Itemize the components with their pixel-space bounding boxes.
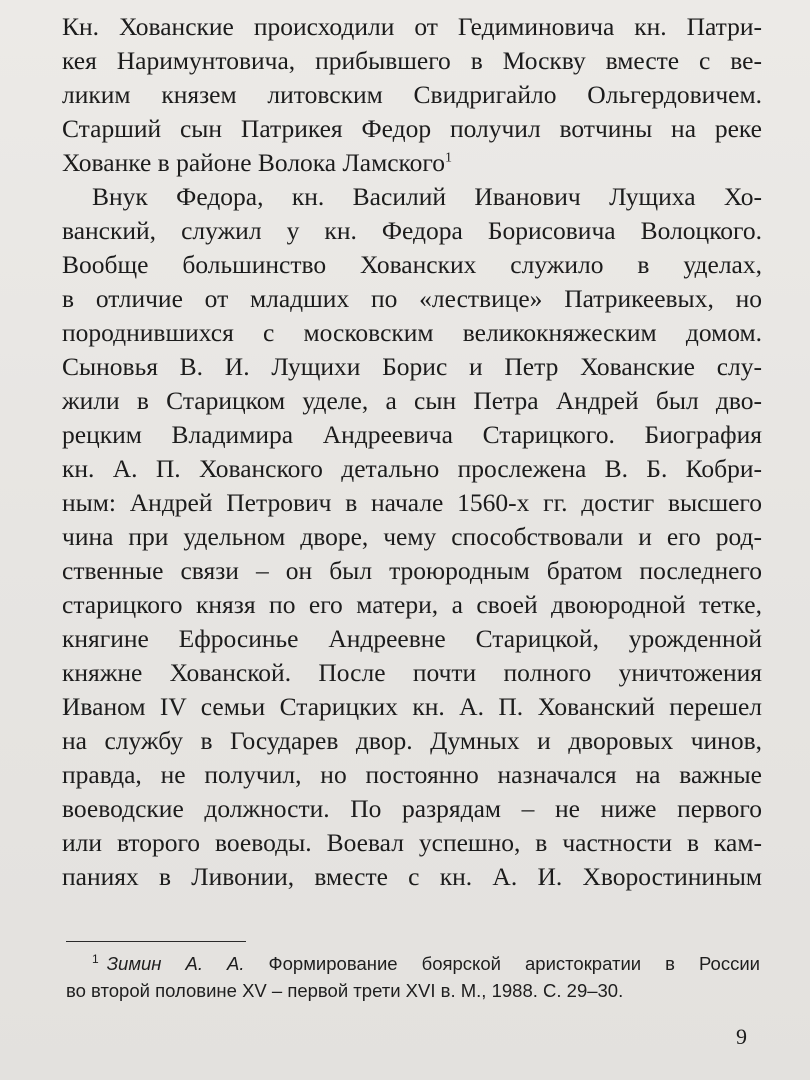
text-line	[62, 486, 762, 520]
footnote-reference: 1	[444, 150, 452, 166]
text-line	[62, 588, 762, 622]
footnote-line-2: во второй половине XV – первой трети XVI в. М., 1988. С. 29–30.	[66, 980, 624, 1001]
text-line	[62, 180, 762, 214]
text-line	[62, 792, 762, 826]
text-line-content: ликим князем литовским Свидригайло Ольгердовичем.	[62, 80, 762, 109]
text-line	[62, 78, 762, 112]
text-line	[62, 146, 762, 180]
text-line	[62, 282, 762, 316]
text-line-content: или второго воеводы. Воевал успешно, в частности в кам-	[62, 828, 762, 857]
text-line-content: Вообще большинство Хованских служило в уделах,	[62, 250, 762, 279]
text-line	[62, 554, 762, 588]
text-line	[62, 350, 762, 384]
text-line	[62, 214, 762, 248]
text-line-content: жили в Старицком уделе, а сын Петра Андрей был дво-	[62, 386, 762, 415]
text-line-content: кн. А. П. Хованского детально прослежена В. Б. Кобри-	[62, 454, 762, 483]
footnote	[66, 950, 760, 1004]
footnote-author: Зимин А. А.	[106, 953, 245, 974]
text-line	[62, 44, 762, 78]
text-line	[62, 384, 762, 418]
text-line-content: воеводские должности. По разрядам – не ниже первого	[62, 794, 762, 823]
text-line-content: на службу в Государев двор. Думных и дворовых чинов,	[62, 726, 762, 755]
body-text	[62, 10, 762, 894]
text-line	[62, 248, 762, 282]
footnote-separator	[66, 941, 246, 942]
text-line	[62, 826, 762, 860]
text-line	[62, 316, 762, 350]
page-number: 9	[736, 1024, 747, 1049]
text-line	[62, 758, 762, 792]
text-line-content: правда, не получил, но постоянно назначался на важные	[62, 760, 762, 789]
text-line-content: ным: Андрей Петрович в начале 1560-х гг. достиг высшего	[62, 488, 762, 517]
text-line-content: ванский, служил у кн. Федора Борисовича Волоцкого.	[62, 216, 762, 245]
text-line-content: Сыновья В. И. Лущихи Борис и Петр Хованские слу-	[62, 352, 762, 381]
text-line	[62, 690, 762, 724]
text-line	[62, 656, 762, 690]
text-line	[62, 10, 762, 44]
text-line-content: княгине Ефросинье Андреевне Старицкой, урожденной	[62, 624, 762, 653]
text-line-content: Старший сын Патрикея Федор получил вотчины на реке	[62, 114, 762, 143]
text-line-content: породнившихся с московским великокняжеским домом.	[62, 318, 762, 347]
text-line-content: Хованке в районе Волока Ламского	[62, 148, 445, 177]
text-line-content: Иваном IV семьи Старицких кн. А. П. Хованский перешел	[62, 692, 762, 721]
text-line-content: старицкого князя по его матери, а своей двоюродной тетке,	[62, 590, 762, 619]
text-line	[62, 520, 762, 554]
text-line-content: в отличие от младших по «лествице» Патрикеевых, но	[62, 284, 762, 313]
text-line-content: рецким Владимира Андреевича Старицкого. Биография	[62, 420, 762, 449]
text-line	[62, 112, 762, 146]
text-line-content: Кн. Хованские происходили от Гедиминовича кн. Патри-	[62, 12, 762, 41]
text-line-content: чина при удельном дворе, чему способствовали и его род-	[62, 522, 762, 551]
text-line	[62, 622, 762, 656]
footnote-number: 1	[92, 951, 99, 966]
text-line	[62, 724, 762, 758]
text-line-content: Внук Федора, кн. Василий Иванович Лущиха Хо-	[92, 182, 762, 211]
text-line-content: ственные связи – он был троюродным братом последнего	[62, 556, 762, 585]
text-line-content: паниях в Ливонии, вместе с кн. А. И. Хворостининым	[62, 862, 762, 891]
text-line	[62, 418, 762, 452]
footnote-line-1	[66, 950, 760, 977]
text-line-content: княжне Хованской. После почти полного уничтожения	[62, 658, 762, 687]
text-line-content: кея Наримунтовича, прибывшего в Москву вместе с ве-	[62, 46, 762, 75]
text-line	[62, 452, 762, 486]
footnote-title: Формирование боярской аристократии в России	[268, 953, 760, 974]
text-line	[62, 860, 762, 894]
